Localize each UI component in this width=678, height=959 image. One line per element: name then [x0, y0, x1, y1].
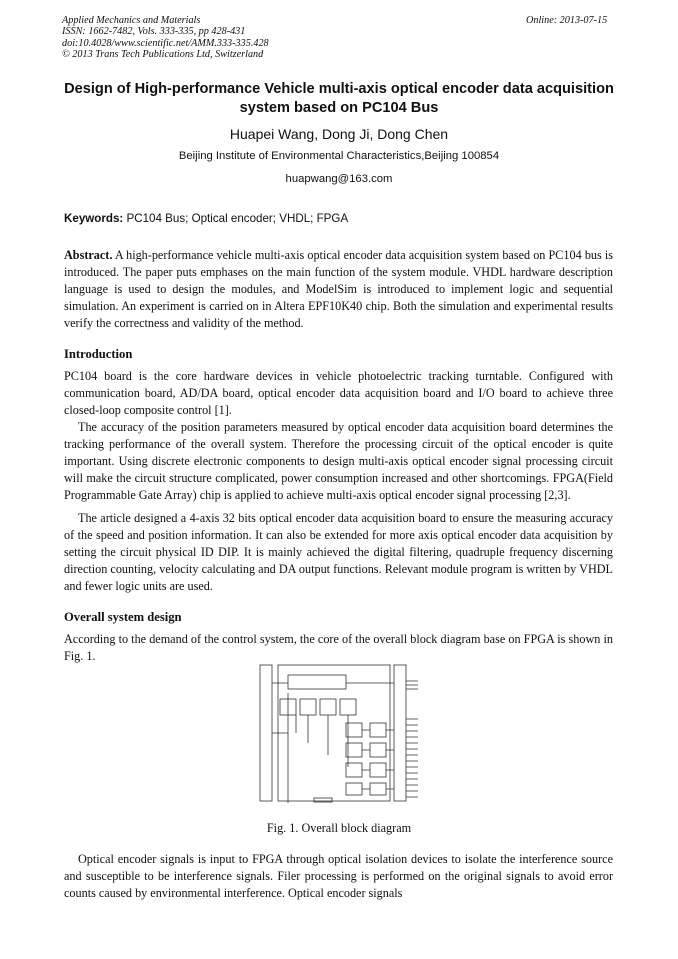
keywords-label: Keywords:	[64, 212, 124, 225]
affiliation: Beijing Institute of Environmental Characteristics,Beijing 100854	[178, 150, 500, 162]
filter-block-2	[300, 699, 316, 715]
latch-block-1	[370, 723, 386, 737]
abstract-text: A high-performance vehicle multi-axis optical encoder data acquisition system based on PC104 bus is introduced. The paper puts emphases on the main function of the system module. VHDL hardware description language is used to design the modules, and ModelSim is introduced to implement logic and sequential simulation. An experiment is carried on in Altera EPF10K40 chip. Both the simulation and experimental results verify the correctness and validity of the method.	[64, 248, 613, 331]
figure-1-caption: Fig. 1. Overall block diagram	[266, 821, 412, 835]
email: huapwang@163.com	[285, 173, 393, 185]
introduction-paragraph-3: The article designed a 4-axis 32 bits optical encoder data acquisition board to ensure the measuring accuracy of the speed and position information. It can also be extended for more axis optical encoder data acquisition by setting the circuit physical ID DIP. It is mainly achieved the digital filtering, quadruple frequency discerning direction counting, velocity calculating and DA output functions. Relevant module program is written by VHDL and fewer logic units are used.	[64, 511, 613, 594]
keywords	[64, 212, 616, 225]
keywords-text: PC104 Bus; Optical encoder; VHDL; FPGA	[123, 212, 349, 225]
paper-title: Design of High-performance Vehicle multi-axis optical encoder data acquisition system based on PC104 Bus	[64, 81, 614, 116]
latch-block-2	[370, 743, 386, 757]
bottom-control-block	[314, 798, 332, 802]
right-bus-block	[394, 665, 406, 801]
counter-block-4	[346, 783, 362, 795]
online-date: Online: 2013-07-15	[526, 15, 608, 26]
journal-name: Applied Mechanics and Materials	[62, 15, 201, 26]
authors: Huapei Wang, Dong Ji, Dong Chen	[229, 126, 449, 142]
overall-design-heading: Overall system design	[64, 610, 182, 624]
fpga-block	[278, 665, 390, 801]
top-logic-block	[288, 675, 346, 689]
introduction-heading: Introduction	[64, 347, 133, 361]
abstract-label: Abstract.	[64, 248, 113, 262]
overall-design-paragraph-2: Optical encoder signals is input to FPGA through optical isolation devices to isolate the interference source and susceptible to be interference signals. Filer processing is performed on the original signals to avoid error counts caused by environmental interference. Optical encoder signals	[64, 852, 613, 901]
doi-line: doi:10.4028/www.scientific.net/AMM.333-335.428	[62, 37, 269, 49]
copyright-line: © 2013 Trans Tech Publications Ltd, Switzerland	[62, 48, 264, 60]
latch-block-3	[370, 763, 386, 777]
latch-block-4	[370, 783, 386, 795]
filter-block-4	[340, 699, 356, 715]
abstract	[64, 247, 613, 332]
journal-header	[62, 15, 269, 60]
introduction-paragraph-1: PC104 board is the core hardware devices in vehicle photoelectric tracking turntable. Configured with communication board, AD/DA board, optical encoder data acquisition board and I/O board to achieve three closed-loop composite control [1].	[64, 369, 613, 418]
block-diagram-graphic	[258, 663, 422, 803]
introduction-paragraph-2: The accuracy of the position parameters measured by optical encoder data acquisition board determines the tracking performance of the overall system. Therefore the processing circuit of the optical encoder is quite important. Using discrete electronic components to design multi-axis optical encoder signal processing circuit will make the circuit structure complicated, power consumption increased and other shortcomings. FPGA(Field Programmable Gate Array) chip is applied to achieve multi-axis optical encoder signal processing [2,3].	[64, 420, 613, 503]
overall-design-paragraph-1: According to the demand of the control system, the core of the overall block diagram base on FPGA is shown in Fig. 1.	[64, 632, 613, 664]
left-bus-block	[260, 665, 272, 801]
issn-line: ISSN: 1662-7482, Vols. 333-335, pp 428-431	[62, 26, 246, 38]
filter-block-3	[320, 699, 336, 715]
figure-1-block-diagram	[258, 663, 422, 803]
